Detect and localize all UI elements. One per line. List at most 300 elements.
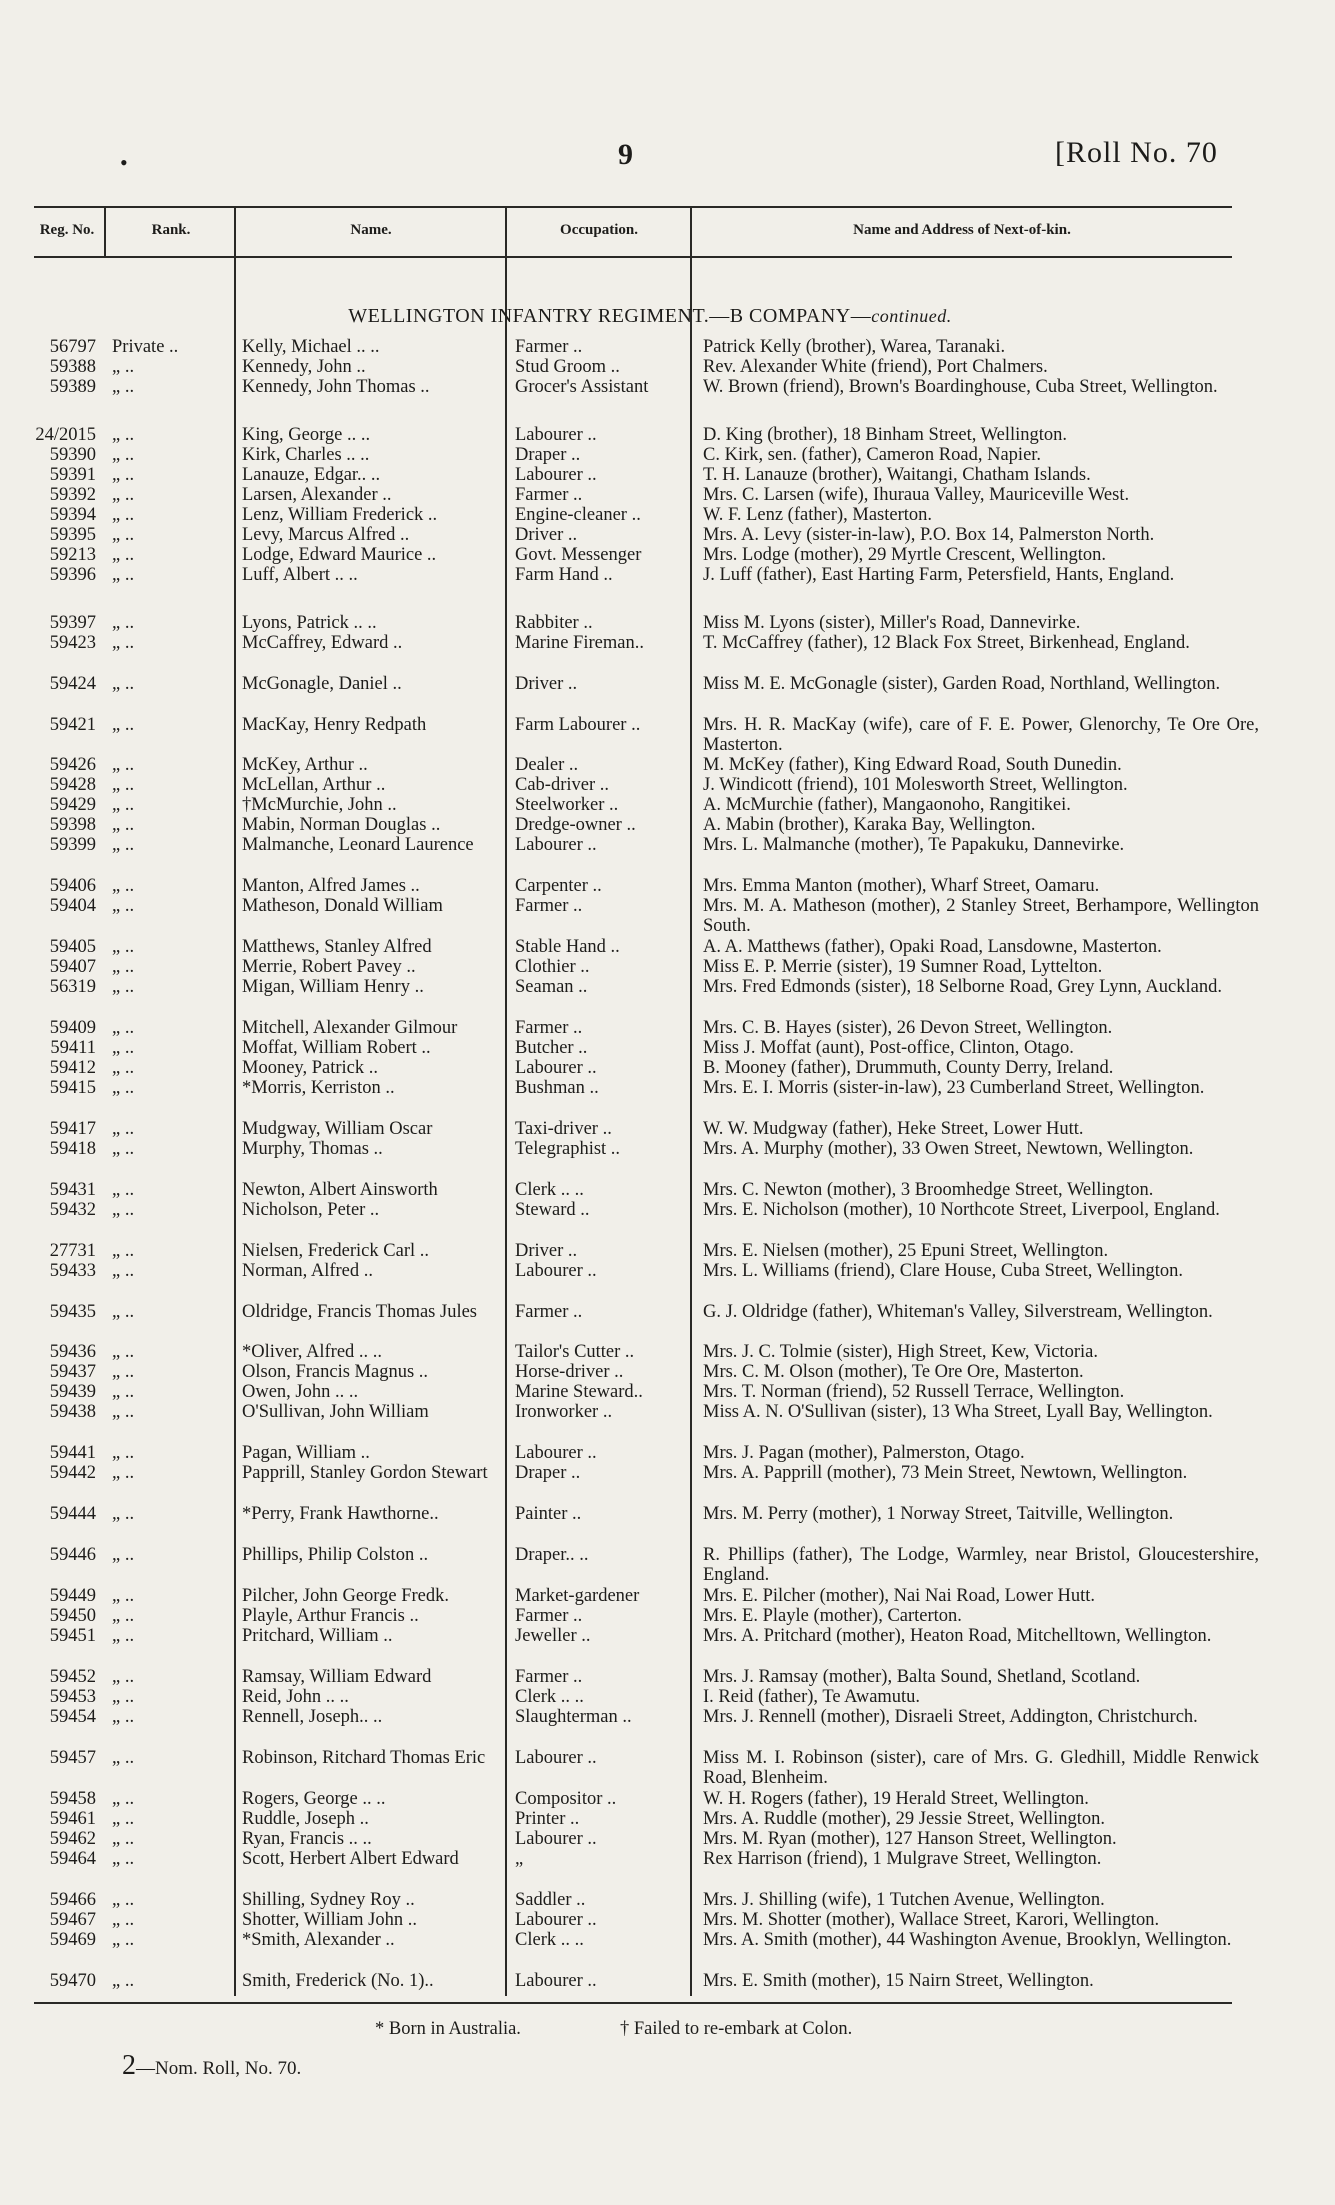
occupation-cell: Labourer .. [515, 425, 597, 445]
col-divider [690, 206, 692, 1996]
rank-cell: „ .. [112, 795, 135, 815]
next-of-kin-cell: Mrs. M. Shotter (mother), Wallace Street, Karori, Wellington. [703, 1910, 1160, 1930]
occupation-cell: Dealer .. [515, 755, 579, 775]
reg-no-cell: 59399 [49, 835, 96, 855]
next-of-kin-cell: T. H. Lanauze (brother), Waitangi, Chatham Islands. [703, 465, 1091, 485]
next-of-kin-cell: Mrs. E. Nicholson (mother), 10 Northcote Street, Liverpool, England. [703, 1200, 1220, 1220]
rank-cell: „ .. [112, 835, 135, 855]
name-cell: McGonagle, Daniel .. [242, 674, 402, 694]
reg-no-cell: 59390 [49, 445, 96, 465]
name-cell: Owen, John .. .. [242, 1382, 359, 1402]
rank-cell: „ .. [112, 674, 135, 694]
rank-cell: „ .. [112, 1626, 135, 1646]
next-of-kin-cell: A. A. Matthews (father), Opaki Road, Lansdowne, Masterton. [703, 937, 1162, 957]
next-of-kin-cell: Mrs. J. Ramsay (mother), Balta Sound, Shetland, Scotland. [703, 1667, 1141, 1687]
reg-no-cell: 56797 [49, 337, 96, 357]
reg-no-cell: 59388 [49, 357, 96, 377]
next-of-kin-cell: Mrs. A. Smith (mother), 44 Washington Avenue, Brooklyn, Wellington. [703, 1930, 1232, 1950]
occupation-cell: Saddler .. [515, 1890, 586, 1910]
occupation-cell: Steelworker .. [515, 795, 619, 815]
rank-cell: „ .. [112, 565, 135, 585]
occupation-cell: Labourer .. [515, 835, 597, 855]
name-cell: Shotter, William John .. [242, 1910, 417, 1930]
occupation-cell: Steward .. [515, 1200, 590, 1220]
next-of-kin-cell: Mrs. Emma Manton (mother), Wharf Street, Oamaru. [703, 876, 1100, 896]
reg-no-cell: 59464 [49, 1849, 96, 1869]
occupation-cell: Clerk .. .. [515, 1687, 584, 1707]
reg-no-cell: 59436 [49, 1342, 96, 1362]
reg-no-cell: 59404 [49, 896, 96, 916]
name-cell: Kirk, Charles .. .. [242, 445, 370, 465]
rank-cell: „ .. [112, 1586, 135, 1606]
occupation-cell: Draper .. [515, 445, 581, 465]
next-of-kin-cell: Mrs. T. Norman (friend), 52 Russell Terrace, Wellington. [703, 1382, 1125, 1402]
occupation-cell: Farm Hand .. [515, 565, 613, 585]
next-of-kin-cell: Mrs. C. B. Hayes (sister), 26 Devon Street, Wellington. [703, 1018, 1113, 1038]
name-cell: Lanauze, Edgar.. .. [242, 465, 381, 485]
occupation-cell: Stud Groom .. [515, 357, 620, 377]
reg-no-cell: 59462 [49, 1829, 96, 1849]
reg-no-cell: 59391 [49, 465, 96, 485]
reg-no-cell: 59406 [49, 876, 96, 896]
rank-cell: „ .. [112, 957, 135, 977]
next-of-kin-cell: Mrs. A. Papprill (mother), 73 Mein Street, Newtown, Wellington. [703, 1463, 1188, 1483]
reg-no-cell: 59394 [49, 505, 96, 525]
rank-cell: „ .. [112, 1829, 135, 1849]
reg-no-cell: 59428 [49, 775, 96, 795]
reg-no-cell: 59417 [49, 1119, 96, 1139]
next-of-kin-cell: Mrs. Fred Edmonds (sister), 18 Selborne Road, Grey Lynn, Auckland. [703, 977, 1222, 997]
reg-no-cell: 59444 [49, 1504, 96, 1524]
occupation-cell: Stable Hand .. [515, 937, 620, 957]
rank-cell: „ .. [112, 1302, 135, 1322]
occupation-cell: Marine Steward.. [515, 1382, 643, 1402]
name-cell: Matheson, Donald William [242, 896, 443, 916]
reg-no-cell: 24/2015 [35, 425, 96, 445]
next-of-kin-cell: Mrs. Lodge (mother), 29 Myrtle Crescent, Wellington. [703, 545, 1107, 565]
next-of-kin-cell: Mrs. E. I. Morris (sister-in-law), 23 Cumberland Street, Wellington. [703, 1078, 1205, 1098]
occupation-cell: Farm Labourer .. [515, 715, 641, 735]
next-of-kin-cell: Mrs. M. Ryan (mother), 127 Hanson Street, Wellington. [703, 1829, 1117, 1849]
occupation-cell: Labourer .. [515, 1748, 597, 1768]
next-of-kin-cell: Mrs. H. R. MacKay (wife), care of F. E. Power, Glenorchy, Te Ore Ore, Masterton. [703, 715, 1259, 756]
next-of-kin-cell: M. McKey (father), King Edward Road, South Dunedin. [703, 755, 1122, 775]
name-cell: Scott, Herbert Albert Edward [242, 1849, 459, 1869]
rank-cell: „ .. [112, 1667, 135, 1687]
occupation-cell: Driver .. [515, 674, 578, 694]
next-of-kin-cell: Mrs. C. M. Olson (mother), Te Ore Ore, Masterton. [703, 1362, 1084, 1382]
name-cell: McKey, Arthur .. [242, 755, 368, 775]
occupation-cell: Draper .. [515, 1463, 581, 1483]
occupation-cell: Market-gardener [515, 1586, 640, 1606]
next-of-kin-cell: Patrick Kelly (brother), Warea, Taranaki. [703, 337, 1006, 357]
name-cell: Mooney, Patrick .. [242, 1058, 378, 1078]
rank-cell: „ .. [112, 1930, 135, 1950]
next-of-kin-cell: G. J. Oldridge (father), Whiteman's Valley, Silverstream, Wellington. [703, 1302, 1213, 1322]
reg-no-cell: 59405 [49, 937, 96, 957]
next-of-kin-cell: Mrs. M. Perry (mother), 1 Norway Street, Taitville, Wellington. [703, 1504, 1174, 1524]
occupation-cell: Govt. Messenger [515, 545, 642, 565]
nom-roll-label: —Nom. Roll, No. 70. [136, 2058, 302, 2079]
name-cell: Ruddle, Joseph .. [242, 1809, 369, 1829]
reg-no-cell: 59453 [49, 1687, 96, 1707]
occupation-cell: Draper.. .. [515, 1545, 589, 1565]
next-of-kin-cell: Rex Harrison (friend), 1 Mulgrave Street, Wellington. [703, 1849, 1102, 1869]
reg-no-cell: 59426 [49, 755, 96, 775]
rank-cell: „ .. [112, 1119, 135, 1139]
name-cell: Mitchell, Alexander Gilmour [242, 1018, 458, 1038]
name-cell: King, George .. .. [242, 425, 371, 445]
occupation-cell: Labourer .. [515, 1058, 597, 1078]
name-cell: Nicholson, Peter .. [242, 1200, 380, 1220]
name-cell: †McMurchie, John .. [242, 795, 397, 815]
reg-no-cell: 59466 [49, 1890, 96, 1910]
name-cell: Levy, Marcus Alfred .. [242, 525, 410, 545]
rank-cell: „ .. [112, 755, 135, 775]
name-cell: O'Sullivan, John William [242, 1402, 429, 1422]
occupation-cell: Farmer .. [515, 1606, 583, 1626]
occupation-cell: Tailor's Cutter .. [515, 1342, 635, 1362]
occupation-cell: Engine-cleaner .. [515, 505, 641, 525]
name-cell: Lenz, William Frederick .. [242, 505, 438, 525]
name-cell: Pagan, William .. [242, 1443, 370, 1463]
next-of-kin-cell: Miss M. E. McGonagle (sister), Garden Road, Northland, Wellington. [703, 674, 1221, 694]
occupation-cell: Farmer .. [515, 1018, 583, 1038]
rank-cell: „ .. [112, 377, 135, 397]
name-cell: *Smith, Alexander .. [242, 1930, 395, 1950]
rank-cell: „ .. [112, 1058, 135, 1078]
reg-no-cell: 59457 [49, 1748, 96, 1768]
reg-no-cell: 59418 [49, 1139, 96, 1159]
occupation-cell: Farmer .. [515, 1667, 583, 1687]
next-of-kin-cell: T. McCaffrey (father), 12 Black Fox Street, Birkenhead, England. [703, 633, 1190, 653]
name-cell: McCaffrey, Edward .. [242, 633, 403, 653]
rank-cell: „ .. [112, 1809, 135, 1829]
col-divider [234, 206, 236, 1996]
next-of-kin-cell: Mrs. J. Shilling (wife), 1 Tutchen Avenue, Wellington. [703, 1890, 1105, 1910]
occupation-cell: Farmer .. [515, 485, 583, 505]
reg-no-cell: 59213 [49, 545, 96, 565]
next-of-kin-cell: Mrs. J. Pagan (mother), Palmerston, Otago. [703, 1443, 1025, 1463]
rank-cell: „ .. [112, 465, 135, 485]
rank-cell: „ .. [112, 937, 135, 957]
rank-cell: „ .. [112, 1362, 135, 1382]
reg-no-cell: 59437 [49, 1362, 96, 1382]
footnote-born-australia: * Born in Australia. [375, 2019, 521, 2039]
occupation-cell: Labourer .. [515, 1829, 597, 1849]
rank-cell: „ .. [112, 1443, 135, 1463]
name-cell: Manton, Alfred James .. [242, 876, 420, 896]
reg-no-cell: 59442 [49, 1463, 96, 1483]
name-cell: Newton, Albert Ainsworth [242, 1180, 438, 1200]
rank-cell: „ .. [112, 525, 135, 545]
rank-cell: „ .. [112, 1139, 135, 1159]
next-of-kin-cell: Mrs. C. Larsen (wife), Ihuraua Valley, Mauriceville West. [703, 485, 1130, 505]
header-occupation: Occupation. [560, 222, 638, 238]
next-of-kin-cell: W. W. Mudgway (father), Heke Street, Lower Hutt. [703, 1119, 1084, 1139]
next-of-kin-cell: Mrs. J. Rennell (mother), Disraeli Street, Addington, Christchurch. [703, 1707, 1198, 1727]
occupation-cell: Dredge-owner .. [515, 815, 636, 835]
next-of-kin-cell: A. Mabin (brother), Karaka Bay, Wellington. [703, 815, 1036, 835]
rank-cell: „ .. [112, 1463, 135, 1483]
reg-no-cell: 59432 [49, 1200, 96, 1220]
name-cell: McLellan, Arthur .. [242, 775, 386, 795]
occupation-cell: Farmer .. [515, 896, 583, 916]
occupation-cell: Bushman .. [515, 1078, 599, 1098]
reg-no-cell: 27731 [49, 1241, 96, 1261]
occupation-cell: Painter .. [515, 1504, 582, 1524]
name-cell: Ryan, Francis .. .. [242, 1829, 372, 1849]
reg-no-cell: 59452 [49, 1667, 96, 1687]
next-of-kin-cell: W. H. Rogers (father), 19 Herald Street, Wellington. [703, 1789, 1089, 1809]
name-cell: Robinson, Ritchard Thomas Eric [242, 1748, 486, 1768]
next-of-kin-cell: C. Kirk, sen. (father), Cameron Road, Napier. [703, 445, 1042, 465]
occupation-cell: Clerk .. .. [515, 1930, 584, 1950]
rank-cell: „ .. [112, 896, 135, 916]
reg-no-cell: 59435 [49, 1302, 96, 1322]
next-of-kin-cell: Miss M. I. Robinson (sister), care of Mrs. G. Gledhill, Middle Renwick Road, Blenheim. [703, 1748, 1259, 1789]
roll-number: [Roll No. 70 [1055, 136, 1218, 169]
next-of-kin-cell: Mrs. J. C. Tolmie (sister), High Street, Kew, Victoria. [703, 1342, 1098, 1362]
name-cell: Phillips, Philip Colston .. [242, 1545, 429, 1565]
reg-no-cell: 59439 [49, 1382, 96, 1402]
footnote-failed-colon: † Failed to re-embark at Colon. [620, 2019, 853, 2039]
next-of-kin-cell: Mrs. A. Levy (sister-in-law), P.O. Box 14, Palmerston North. [703, 525, 1155, 545]
nominal-roll-signature [122, 2050, 301, 2082]
reg-no-cell: 59407 [49, 957, 96, 977]
next-of-kin-cell: I. Reid (father), Te Awamutu. [703, 1687, 921, 1707]
occupation-cell: „ [515, 1849, 524, 1869]
occupation-cell: Taxi-driver .. [515, 1119, 612, 1139]
name-cell: MacKay, Henry Redpath [242, 715, 427, 735]
name-cell: Matthews, Stanley Alfred [242, 937, 432, 957]
rank-cell: „ .. [112, 1078, 135, 1098]
header-name: Name. [350, 222, 392, 238]
name-cell: Smith, Frederick (No. 1).. [242, 1971, 434, 1991]
name-cell: Larsen, Alexander .. [242, 485, 392, 505]
occupation-cell: Driver .. [515, 1241, 578, 1261]
next-of-kin-cell: Miss J. Moffat (aunt), Post-office, Clinton, Otago. [703, 1038, 1074, 1058]
name-cell: Migan, William Henry .. [242, 977, 424, 997]
next-of-kin-cell: B. Mooney (father), Drummuth, County Derry, Ireland. [703, 1058, 1114, 1078]
reg-no-cell: 59397 [49, 613, 96, 633]
rank-cell: „ .. [112, 815, 135, 835]
occupation-cell: Seaman .. [515, 977, 588, 997]
next-of-kin-cell: Miss A. N. O'Sullivan (sister), 13 Wha Street, Lyall Bay, Wellington. [703, 1402, 1213, 1422]
next-of-kin-cell: D. King (brother), 18 Binham Street, Wellington. [703, 425, 1068, 445]
header-top-rule [34, 206, 1232, 208]
rank-cell: „ .. [112, 613, 135, 633]
occupation-cell: Clerk .. .. [515, 1180, 584, 1200]
rank-cell: „ .. [112, 1789, 135, 1809]
rank-cell: „ .. [112, 485, 135, 505]
name-cell: Papprill, Stanley Gordon Stewart [242, 1463, 488, 1483]
next-of-kin-cell: Mrs. E. Pilcher (mother), Nai Nai Road, Lower Hutt. [703, 1586, 1096, 1606]
rank-cell: „ .. [112, 1748, 135, 1768]
reg-no-cell: 59467 [49, 1910, 96, 1930]
reg-no-cell: 59454 [49, 1707, 96, 1727]
col-divider [505, 206, 507, 1996]
next-of-kin-cell: Mrs. E. Playle (mother), Carterton. [703, 1606, 962, 1626]
next-of-kin-cell: Mrs. E. Nielsen (mother), 25 Epuni Street, Wellington. [703, 1241, 1109, 1261]
rank-cell: „ .. [112, 1910, 135, 1930]
name-cell: Reid, John .. .. [242, 1687, 349, 1707]
name-cell: *Oliver, Alfred .. .. [242, 1342, 383, 1362]
next-of-kin-cell: Mrs. M. A. Matheson (mother), 2 Stanley Street, Berhampore, Wellington South. [703, 896, 1259, 937]
reg-no-cell: 59461 [49, 1809, 96, 1829]
next-of-kin-cell: R. Phillips (father), The Lodge, Warmley, near Bristol, Gloucestershire, England. [703, 1545, 1259, 1586]
rank-cell: „ .. [112, 1504, 135, 1524]
next-of-kin-cell: Mrs. C. Newton (mother), 3 Broomhedge Street, Wellington. [703, 1180, 1154, 1200]
name-cell: Kennedy, John .. [242, 357, 366, 377]
next-of-kin-cell: J. Windicott (friend), 101 Molesworth Street, Wellington. [703, 775, 1128, 795]
name-cell: Merrie, Robert Pavey .. [242, 957, 416, 977]
header-reg-no: Reg. No. [39, 222, 95, 238]
reg-no-cell: 59421 [49, 715, 96, 735]
rank-cell: „ .. [112, 1971, 135, 1991]
name-cell: Luff, Albert .. .. [242, 565, 358, 585]
rank-cell: „ .. [112, 775, 135, 795]
name-cell: Shilling, Sydney Roy .. [242, 1890, 415, 1910]
name-cell: Ramsay, William Edward [242, 1667, 432, 1687]
section-title [200, 305, 1100, 328]
reg-no-cell: 59433 [49, 1261, 96, 1281]
occupation-cell: Labourer .. [515, 1261, 597, 1281]
rank-cell: „ .. [112, 1849, 135, 1869]
reg-no-cell: 59395 [49, 525, 96, 545]
rank-cell: „ .. [112, 1038, 135, 1058]
occupation-cell: Ironworker .. [515, 1402, 613, 1422]
name-cell: Rogers, George .. .. [242, 1789, 386, 1809]
rank-cell: „ .. [112, 445, 135, 465]
occupation-cell: Compositor .. [515, 1789, 617, 1809]
page-mark: • [120, 150, 128, 175]
occupation-cell: Clothier .. [515, 957, 590, 977]
name-cell: Pilcher, John George Fredk. [242, 1586, 450, 1606]
next-of-kin-cell: Mrs. A. Pritchard (mother), Heaton Road, Mitchelltown, Wellington. [703, 1626, 1212, 1646]
occupation-cell: Cab-driver .. [515, 775, 610, 795]
reg-no-cell: 59389 [49, 377, 96, 397]
rank-cell: „ .. [112, 1402, 135, 1422]
next-of-kin-cell: Mrs. A. Ruddle (mother), 29 Jessie Street, Wellington. [703, 1809, 1106, 1829]
rank-cell: „ .. [112, 1707, 135, 1727]
header-bottom-rule [34, 256, 1232, 258]
rank-cell: „ .. [112, 1261, 135, 1281]
col-divider [104, 206, 106, 258]
reg-no-cell: 59429 [49, 795, 96, 815]
reg-no-cell: 59415 [49, 1078, 96, 1098]
rank-cell: „ .. [112, 357, 135, 377]
rank-cell: „ .. [112, 1180, 135, 1200]
name-cell: Kennedy, John Thomas .. [242, 377, 430, 397]
occupation-cell: Carpenter .. [515, 876, 602, 896]
reg-no-cell: 59409 [49, 1018, 96, 1038]
reg-no-cell: 59469 [49, 1930, 96, 1950]
name-cell: Pritchard, William .. [242, 1626, 393, 1646]
next-of-kin-cell: Mrs. L. Williams (friend), Clare House, Cuba Street, Wellington. [703, 1261, 1184, 1281]
reg-no-cell: 59398 [49, 815, 96, 835]
name-cell: Moffat, William Robert .. [242, 1038, 431, 1058]
occupation-cell: Marine Fireman.. [515, 633, 644, 653]
reg-no-cell: 59392 [49, 485, 96, 505]
occupation-cell: Jeweller .. [515, 1626, 591, 1646]
next-of-kin-cell: Miss E. P. Merrie (sister), 19 Sumner Road, Lyttelton. [703, 957, 1103, 977]
rank-cell: „ .. [112, 977, 135, 997]
occupation-cell: Labourer .. [515, 1910, 597, 1930]
nom-roll-number: 2 [122, 2050, 136, 2081]
name-cell: Malmanche, Leonard Laurence [242, 835, 474, 855]
next-of-kin-cell: Miss M. Lyons (sister), Miller's Road, Dannevirke. [703, 613, 1081, 633]
name-cell: *Perry, Frank Hawthorne.. [242, 1504, 439, 1524]
rank-cell: „ .. [112, 1342, 135, 1362]
occupation-cell: Farmer .. [515, 1302, 583, 1322]
rank-cell: „ .. [112, 1018, 135, 1038]
occupation-cell: Telegraphist .. [515, 1139, 621, 1159]
reg-no-cell: 59431 [49, 1180, 96, 1200]
rank-cell: „ .. [112, 1606, 135, 1626]
occupation-cell: Farmer .. [515, 337, 583, 357]
occupation-cell: Labourer .. [515, 1971, 597, 1991]
name-cell: Lyons, Patrick .. .. [242, 613, 377, 633]
rank-cell: „ .. [112, 1687, 135, 1707]
occupation-cell: Butcher .. [515, 1038, 588, 1058]
occupation-cell: Rabbiter .. [515, 613, 593, 633]
next-of-kin-cell: Mrs. L. Malmanche (mother), Te Papakuku, Dannevirke. [703, 835, 1125, 855]
name-cell: Nielsen, Frederick Carl .. [242, 1241, 429, 1261]
section-continued: continued. [871, 306, 952, 326]
page-number: 9 [618, 138, 633, 171]
next-of-kin-cell: A. McMurchie (father), Mangaonoho, Rangitikei. [703, 795, 1071, 815]
rank-cell: „ .. [112, 425, 135, 445]
occupation-cell: Labourer .. [515, 465, 597, 485]
name-cell: Mudgway, William Oscar [242, 1119, 433, 1139]
reg-no-cell: 59396 [49, 565, 96, 585]
name-cell: *Morris, Kerriston .. [242, 1078, 395, 1098]
name-cell: Oldridge, Francis Thomas Jules [242, 1302, 477, 1322]
rank-cell: „ .. [112, 1200, 135, 1220]
name-cell: Rennell, Joseph.. .. [242, 1707, 383, 1727]
reg-no-cell: 59470 [49, 1971, 96, 1991]
reg-no-cell: 59424 [49, 674, 96, 694]
rank-cell: „ .. [112, 1241, 135, 1261]
name-cell: Norman, Alfred .. [242, 1261, 374, 1281]
occupation-cell: Driver .. [515, 525, 578, 545]
name-cell: Kelly, Michael .. .. [242, 337, 380, 357]
reg-no-cell: 59451 [49, 1626, 96, 1646]
reg-no-cell: 59411 [50, 1038, 96, 1058]
reg-no-cell: 59412 [49, 1058, 96, 1078]
rank-cell: „ .. [112, 545, 135, 565]
name-cell: Murphy, Thomas .. [242, 1139, 383, 1159]
name-cell: Olson, Francis Magnus .. [242, 1362, 429, 1382]
reg-no-cell: 59450 [49, 1606, 96, 1626]
rank-cell: „ .. [112, 505, 135, 525]
next-of-kin-cell: Mrs. A. Murphy (mother), 33 Owen Street, Newtown, Wellington. [703, 1139, 1194, 1159]
rank-cell: „ .. [112, 1545, 135, 1565]
reg-no-cell: 59446 [49, 1545, 96, 1565]
reg-no-cell: 59458 [49, 1789, 96, 1809]
table-bottom-rule [34, 2002, 1232, 2004]
next-of-kin-cell: J. Luff (father), East Harting Farm, Petersfield, Hants, England. [703, 565, 1175, 585]
reg-no-cell: 59438 [49, 1402, 96, 1422]
next-of-kin-cell: W. F. Lenz (father), Masterton. [703, 505, 933, 525]
occupation-cell: Grocer's Assistant [515, 377, 649, 397]
next-of-kin-cell: W. Brown (friend), Brown's Boardinghouse, Cuba Street, Wellington. [703, 377, 1218, 397]
section-title-text: WELLINGTON INFANTRY REGIMENT.—B COMPANY— [348, 305, 872, 327]
header-rank: Rank. [151, 222, 191, 238]
rank-cell: „ .. [112, 1890, 135, 1910]
name-cell: Lodge, Edward Maurice .. [242, 545, 437, 565]
